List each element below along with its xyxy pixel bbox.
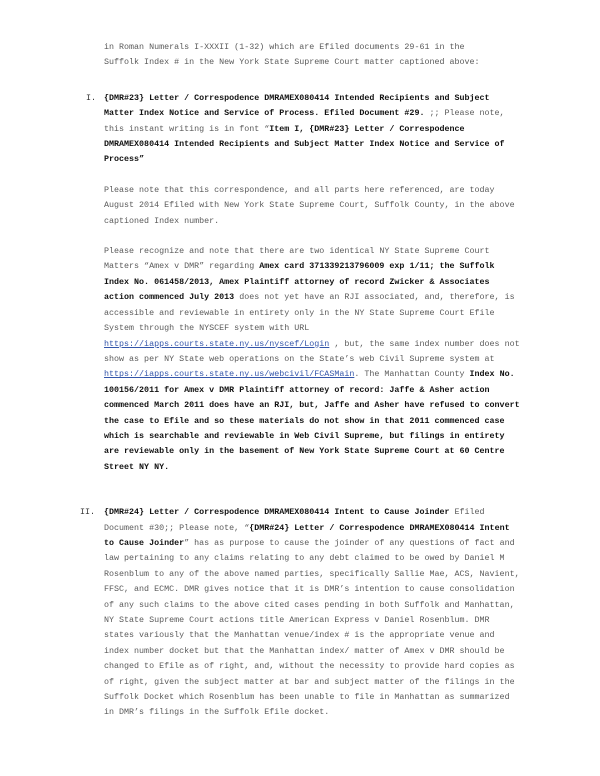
item-i-paragraph-2 [104, 244, 524, 475]
item-ii [80, 505, 524, 721]
nyscef-login-link[interactable]: https://iapps.courts.state.ny.us/nyscef/Login [104, 338, 330, 349]
item-i-heading-block [104, 91, 524, 168]
intro-line-2: Suffolk Index # in the New York State Supreme Court matter captioned above: [104, 57, 480, 68]
webcivil-link[interactable]: https://iapps.courts.state.ny.us/webcivil/FCASMain [104, 369, 355, 380]
item-i-note-end: ” [139, 154, 145, 165]
item-ii-heading: {DMR#24} Letter / Correspodence DMRAMEX080414 Intent to Cause Joinder [104, 507, 450, 518]
item-i-note: ;; Please note, this instant writing is in font “ [104, 108, 505, 134]
item-i-para2-a: Please recognize and note that there are two identical NY State Supreme Court Matters “Amex v DMR” regarding [104, 246, 490, 272]
item-i-manhattan-index: Index No. 100156/2011 for Amex v DMR Plaintiff attorney of record: Jaffe & Asher action commenced March 2011 does have an RJI, but, Jaffe and Asher have refused to convert the case to Efile and so these materials do not show in that 2011 commenced case which is searchable and reviewable in Web Civil Supreme, but filings in entirety are reviewable only in the basement of New York State Supreme Court at 60 Centre Street NY NY. [104, 369, 520, 472]
item-i-numeral: I. [86, 92, 97, 103]
item-i-heading: {DMR#23} Letter / Correspodence DMRAMEX080414 Intended Recipients and Subject Matter Index Notice and Service of Process. Efiled Document #29. [104, 92, 490, 119]
item-ii-note: Efiled Document #30;; Please note, “ [104, 507, 485, 533]
item-i [86, 91, 524, 475]
item-ii-body [104, 505, 524, 721]
intro-line-1: in Roman Numerals I-XXXII (1-32) which are Efiled documents 29-61 in the [104, 42, 465, 52]
intro-text [104, 40, 524, 71]
item-i-para2-c: does not yet have an RJI associated, and, therefore, is accessible and reviewable in entirety only in the NY State Supreme Court Efile System through the NYSCEF system with URL [104, 292, 515, 334]
item-i-note-bold: Item I, {DMR#23} Letter / Correspodence DMRAMEX080414 Intended Recipients and Subject Matter Index Notice and Service of Process [104, 123, 505, 165]
item-ii-note-bold: {DMR#24} Letter / Correspodence DMRAMEX080414 Intent to Cause Joinder [104, 522, 510, 548]
item-ii-text: ” has as purpose to cause the joinder of any questions of fact and law pertaining to any claims relating to any debt claimed to be owed by Daniel M Rosenblum to any of the above named parties, specifically Sallie Mae, ACS, Navient, FFSC, and ECMC. DMR gives notice that it is DMR’s intention to cause consolidation of any such claims to the above cited cases pending in both Suffolk and Manhattan, NY State Supreme Court actions title American Express v Daniel Rosenblum. DMR states variously that the Manhattan venue/index # is the appropriate venue and index number docket but that the Manhattan index/ matter of Amex v DMR should be changed to Efile as of right, and, without the necessity to provide hard copies as of right, given the subject matter at bar and subject matter of the filings in the Suffolk Docket which Rosenblum has been unable to file in Manhattan as summarized in DMR’s filings in the Suffolk Efile docket. [104, 537, 520, 718]
item-ii-numeral: II. [80, 507, 96, 518]
item-i-para2-e: . The Manhattan County [354, 369, 470, 380]
item-i-para2-d: , but, the same index number does not show as per NY State web operations on the State’s web Civil Supreme system at [104, 338, 520, 364]
item-i-paragraph-1: Please note that this correspondence, and all parts here referenced, are today August 2014 Efiled with New York State Supreme Court, Suffolk County, in the above captioned Index number. [104, 184, 515, 226]
item-i-amex-card: Amex card 371339213796009 exp 1/11; the Suffolk Index No. 061458/2013, Amex Plaintiff attorney of record Zwicker & Associates action commenced July 2013 [104, 261, 495, 303]
